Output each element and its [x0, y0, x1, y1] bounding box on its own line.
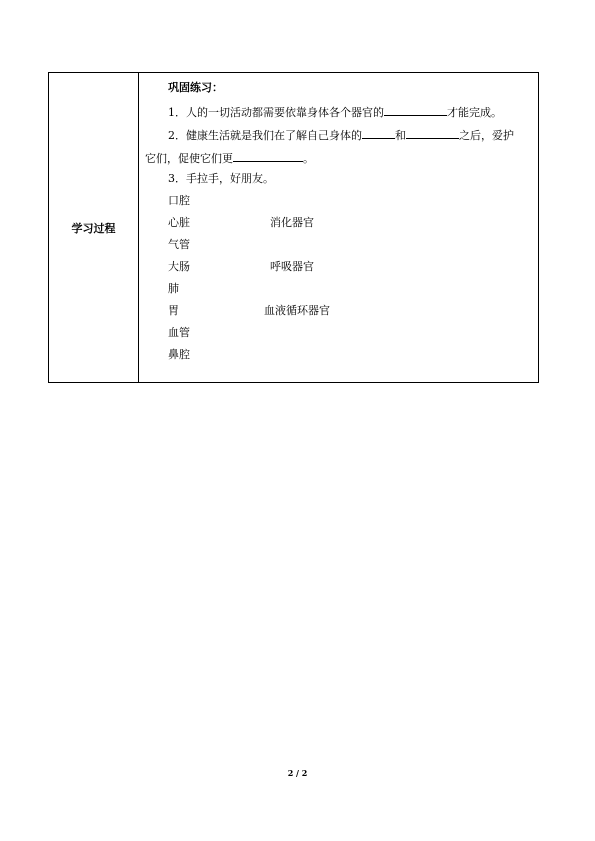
- question-1: [168, 104, 502, 120]
- organ-system-item: 呼吸器官: [270, 260, 314, 273]
- exercise-heading: 巩固练习：: [168, 81, 223, 94]
- question-1-blank: [384, 104, 447, 116]
- organ-item: 心脏: [168, 216, 190, 229]
- organ-item: 肺: [168, 282, 179, 295]
- page-number: 2 / 2: [287, 768, 308, 778]
- organ-item: 鼻腔: [168, 348, 190, 361]
- question-1-text-a: 1．人的一切活动都需要依靠身体各个器官的: [168, 106, 384, 119]
- question-2-text-c: 之后，爱护: [459, 129, 514, 142]
- organ-system-item: 消化器官: [270, 216, 314, 229]
- organ-item: 口腔: [168, 194, 190, 207]
- question-2-text-a: 2．健康生活就是我们在了解自己身体的: [168, 129, 362, 142]
- question-2-continued: [145, 150, 314, 166]
- question-2-text-e: 。: [303, 152, 314, 165]
- column-divider: [138, 73, 139, 382]
- organ-item: 气管: [168, 238, 190, 251]
- section-label: 学习过程: [71, 221, 116, 235]
- question-1-text-b: 才能完成。: [447, 106, 502, 119]
- organ-item: 血管: [168, 326, 190, 339]
- question-2-blank-1: [362, 127, 395, 139]
- question-3: 3．手拉手，好朋友。: [168, 172, 274, 185]
- question-2-text-d: 它们，促使它们更: [145, 152, 233, 165]
- question-2-text-b: 和: [395, 129, 406, 142]
- organ-item: 大肠: [168, 260, 190, 273]
- organ-system-item: 血液循环器官: [264, 304, 330, 317]
- worksheet-table: [48, 72, 539, 383]
- section-label-cell: [49, 73, 138, 382]
- question-2: [168, 127, 514, 143]
- question-2-blank-3: [233, 150, 303, 162]
- content-cell: [145, 73, 534, 382]
- organ-item: 胃: [168, 304, 179, 317]
- question-2-blank-2: [406, 127, 459, 139]
